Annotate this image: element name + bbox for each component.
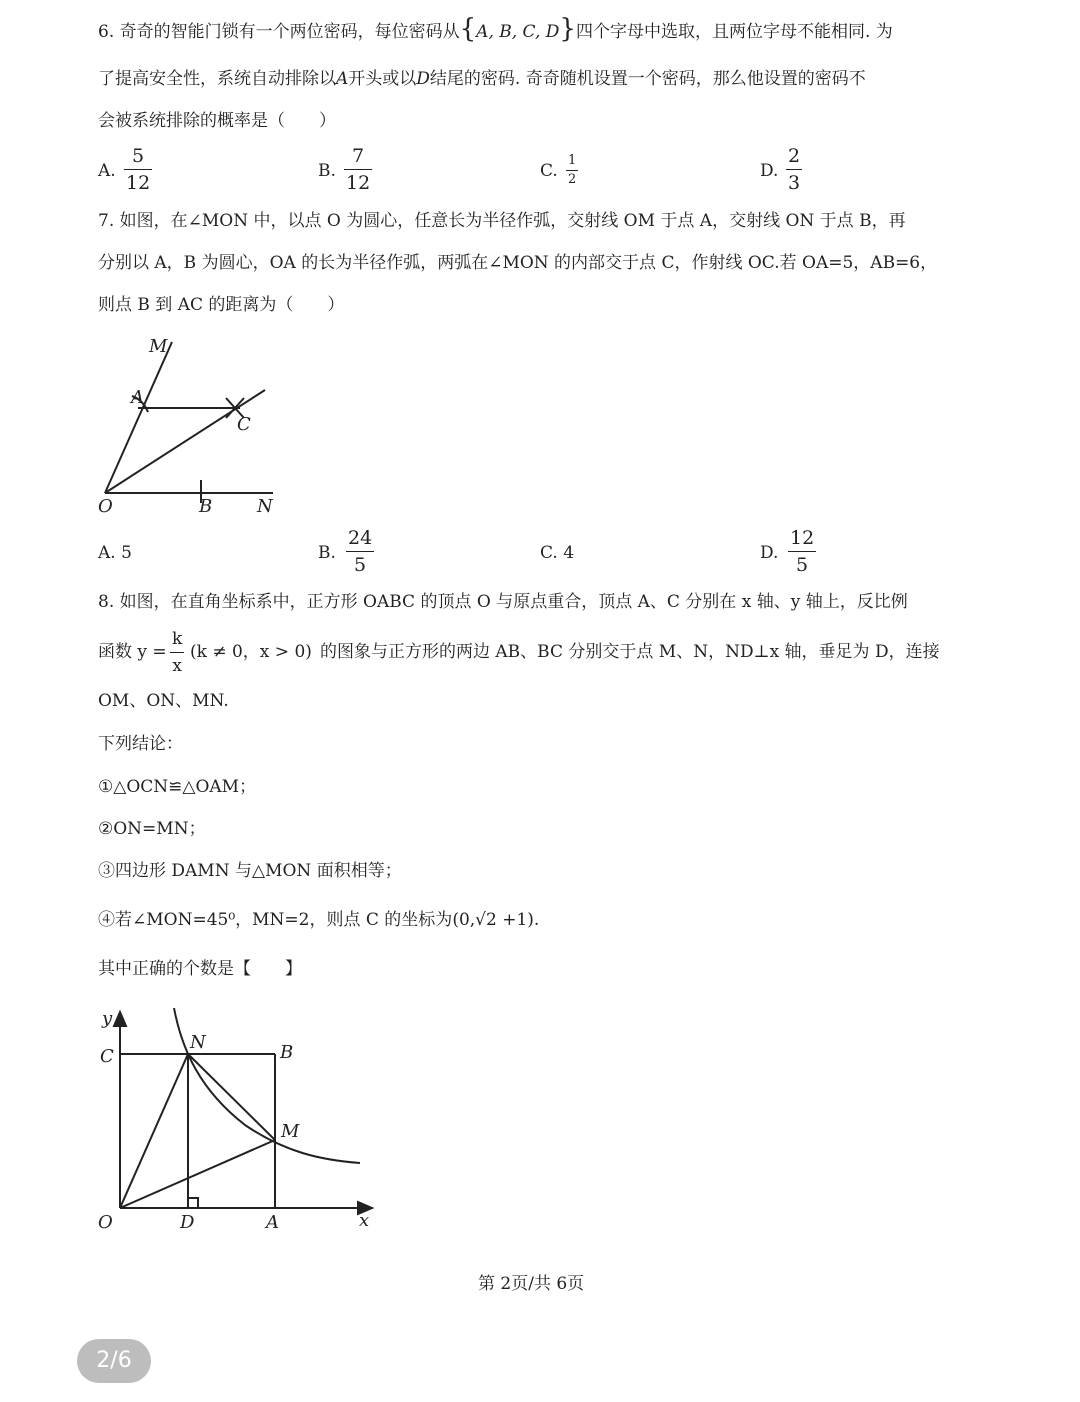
q8-conclusion-3: ③四边形 DAMN 与△MON 面积相等；: [98, 861, 402, 881]
q7-option-b-label: B.: [318, 543, 336, 563]
q6-option-c-num: 1: [568, 153, 577, 168]
q7-label-o: O: [98, 496, 113, 517]
q8-line4: 下列结论：: [98, 734, 183, 754]
page-indicator: 2/6: [77, 1339, 151, 1383]
q6-option-c-den: 2: [568, 172, 577, 187]
q7-label-m: M: [149, 336, 168, 357]
q8-label-m: M: [281, 1121, 300, 1142]
q8-c4-a: ④若∠MON=45⁰，MN=2，则点 C 的坐标为: [98, 910, 453, 930]
q8-label-b: B: [280, 1042, 294, 1063]
q6-line2-c: 结尾的密码. 奇奇随机设置一个密码，那么他设置的密码不: [429, 69, 866, 89]
q6-option-a-num: 5: [132, 145, 145, 167]
q8-label-x: x: [359, 1210, 370, 1231]
q7-line3: 则点 B 到 AC 的距离为（ ）: [98, 295, 345, 315]
q7-label-n: N: [257, 496, 273, 517]
q8-c4-end: .: [533, 910, 540, 930]
q8-label-a: A: [266, 1212, 279, 1233]
q7-label-c: C: [237, 414, 251, 435]
q6-option-c-label: C.: [540, 161, 558, 181]
q6-set-open: {: [459, 14, 477, 44]
q7-option-b-den: 5: [354, 554, 367, 576]
q6-letter-a: A: [336, 69, 349, 89]
q8-label-y: y: [102, 1008, 113, 1029]
q8-conclusion-1: ①△OCN≌△OAM；: [98, 777, 257, 797]
q7-label-b: B: [199, 496, 213, 517]
q7-line1: 7. 如图，在∠MON 中，以点 O 为圆心，任意长为半径作弧，交射线 OM 于点 A，交射线 ON 于点 B，再: [98, 211, 906, 231]
q6-option-a-label: A.: [98, 161, 116, 181]
q8-segment-mn: [188, 1054, 275, 1140]
q6-line2-a: 了提高安全性，系统自动排除以: [98, 69, 336, 89]
q6-line2-b: 开头或以: [348, 69, 417, 89]
q8-label-c: C: [100, 1046, 114, 1067]
q6-option-b-den: 12: [346, 172, 371, 194]
q8-segment-on: [120, 1054, 188, 1208]
q8-line1: 8. 如图，在直角坐标系中，正方形 OABC 的顶点 O 与原点重合，顶点 A、C 分别在 x 轴、y 轴上，反比例: [98, 592, 908, 612]
q8-conclusion-2: ②ON=MN；: [98, 819, 206, 839]
q6-option-d-num: 2: [788, 145, 801, 167]
q6-option-d-den: 3: [788, 172, 801, 194]
q6-letter-d: D: [416, 69, 430, 89]
q6-option-b-label: B.: [318, 161, 336, 181]
q8-frac-den: x: [172, 656, 182, 676]
page-footer: 第 2页/共 6页: [478, 1274, 585, 1294]
q7-option-c: C. 4: [540, 543, 575, 563]
q8-label-d: D: [180, 1212, 195, 1233]
q6-line1-b: 四个字母中选取，且两位字母不能相同. 为: [575, 22, 893, 42]
q8-label-o: O: [98, 1212, 113, 1233]
q7-option-d-num: 12: [790, 527, 815, 549]
q8-y-arrow: [114, 1012, 126, 1026]
q6-set-close: }: [559, 14, 576, 44]
q6-line1-a: 6. 奇奇的智能门锁有一个两位密码，每位密码从: [98, 22, 460, 42]
q7-option-b-num: 24: [348, 527, 373, 549]
q7-line2: 分别以 A，B 为圆心，OA 的长为半径作弧，两弧在∠MON 的内部交于点 C，作射线 OC.若 OA=5，AB=6，: [98, 253, 938, 273]
q7-label-a: A: [131, 387, 144, 408]
q8-c4-coord: (0,√2 +1): [452, 910, 534, 930]
q7-option-d-den: 5: [796, 554, 809, 576]
q6-option-d-label: D.: [760, 161, 779, 181]
q8-condition: (k ≠ 0，x > 0): [190, 642, 312, 662]
q8-line3: OM、ON、MN.: [98, 691, 229, 711]
q6-line3: 会被系统排除的概率是（ ）: [98, 111, 336, 131]
q6-option-b-num: 7: [352, 145, 365, 167]
q8-question: 其中正确的个数是【 】: [98, 959, 302, 979]
q7-option-d-label: D.: [760, 543, 779, 563]
q6-option-a-den: 12: [126, 172, 151, 194]
q8-right-angle: [188, 1198, 198, 1208]
q8-frac-num: k: [172, 629, 183, 649]
q8-line2-b: 的图象与正方形的两边 AB、BC 分别交于点 M、N，ND⊥x 轴，垂足为 D，连接: [320, 642, 940, 662]
q7-option-a: A. 5: [98, 543, 132, 563]
q6-set-items: A, B, C, D: [476, 22, 560, 42]
q8-line2-a: 函数 y =: [98, 642, 167, 662]
q8-label-n: N: [190, 1032, 206, 1053]
